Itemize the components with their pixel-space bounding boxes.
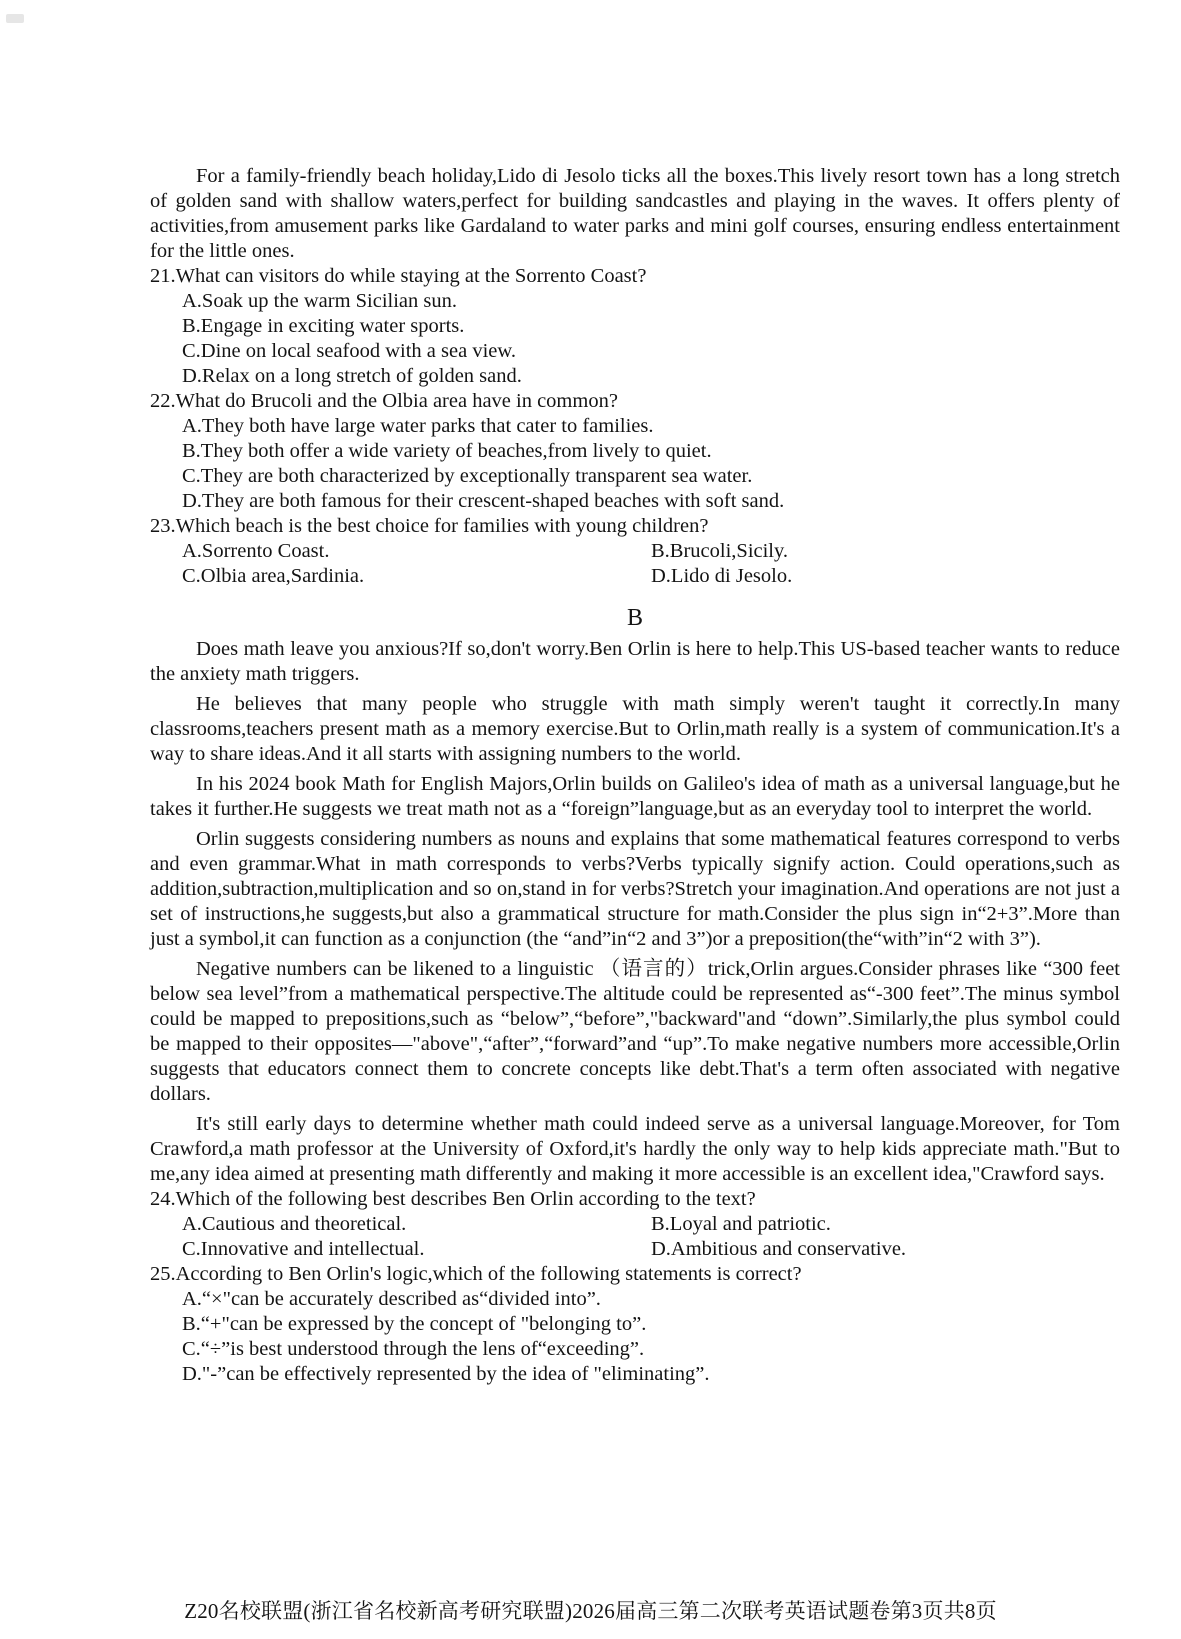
option-b: B.Brucoli,Sicily. [651, 540, 789, 562]
passage-b-paragraph: Negative numbers can be likened to a linguistic （语言的）trick,Orlin argues.Consider phrases like “300 feet below sea level”from a mathematical perspective.The altitude could be represented as“-300 feet”.The minus symbol could be mapped to prepositions,such as “below”,“before”,"backward"and “down”.Similarly,the plus symbol could be mapped to their opposites—"above",“after”,“forward”and “up”.To make negative numbers more accessible,Orlin suggests that educators connect them to concrete concepts like debt.That's a term often associated with negative dollars. [150, 958, 1120, 1105]
passage-a-paragraph: For a family-friendly beach holiday,Lido di Jesolo ticks all the boxes.This lively resort town has a long stretch of golden sand with shallow waters,perfect for building sandcastles and playing in the waves. It offers plenty of activities,from amusement parks like Gardaland to water parks and mini golf courses, ensuring endless entertainment for the little ones. [150, 165, 1120, 262]
option-row [182, 1212, 1120, 1237]
option-b: B.They both offer a wide variety of beaches,from lively to quiet. [182, 440, 712, 462]
option-a: A.Sorrento Coast. [182, 540, 330, 562]
question-stem: 22.What do Brucoli and the Olbia area have in common? [150, 390, 618, 412]
option-d: D.Relax on a long stretch of golden sand. [182, 365, 522, 387]
option-b: B.Engage in exciting water sports. [182, 315, 465, 337]
option-b: B.Loyal and patriotic. [651, 1213, 831, 1235]
passage-b-paragraph: Does math leave you anxious?If so,don't worry.Ben Orlin is here to help.This US-based teacher wants to reduce the anxiety math triggers. [150, 638, 1120, 685]
option-a: A.Cautious and theoretical. [182, 1213, 407, 1235]
passage-b-paragraph: It's still early days to determine whether math could indeed serve as a universal language.Moreover, for Tom Crawford,a math professor at the University of Oxford,it's hardly the only way to help kids appreciate math."But to me,any idea aimed at presenting math differently and making it more accessible is an excellent idea,"Crawford says. [150, 1113, 1120, 1185]
option-d: D."-”can be effectively represented by the idea of "eliminating”. [182, 1363, 710, 1385]
option-d: D.Ambitious and conservative. [651, 1238, 907, 1260]
option-a: A.“×"can be accurately described as“divided into”. [182, 1288, 601, 1310]
option-c: C.“÷”is best understood through the lens of“exceeding”. [182, 1338, 645, 1360]
page-footer: Z20名校联盟(浙江省名校新高考研究联盟)2026届高三第二次联考英语试题卷第3页共8页 [184, 1599, 997, 1623]
question-25 [150, 1262, 1120, 1387]
question-21 [150, 264, 1120, 389]
section-heading-b: B [626, 605, 643, 631]
option-a: A.Soak up the warm Sicilian sun. [182, 290, 458, 312]
question-stem: 21.What can visitors do while staying at the Sorrento Coast? [150, 265, 647, 287]
scan-corner-mark [6, 14, 24, 23]
question-stem: 23.Which beach is the best choice for families with young children? [150, 515, 709, 537]
option-b: B.“+"can be expressed by the concept of "belonging to”. [182, 1313, 647, 1335]
question-stem: 24.Which of the following best describes Ben Orlin according to the text? [150, 1188, 756, 1210]
option-c: C.Innovative and intellectual. [182, 1238, 425, 1260]
option-row [182, 1237, 1120, 1262]
passage-b-paragraph: In his 2024 book Math for English Majors,Orlin builds on Galileo's idea of math as a universal language,but he takes it further.He suggests we treat math not as a “foreign”language,but as an everyday tool to interpret the world. [150, 773, 1120, 820]
option-a: A.They both have large water parks that cater to families. [182, 415, 654, 437]
question-23 [150, 514, 1120, 589]
option-c: C.They are both characterized by exceptionally transparent sea water. [182, 465, 753, 487]
passage-b-paragraph: Orlin suggests considering numbers as nouns and explains that some mathematical features correspond to verbs and even grammar.What in math corresponds to verbs?Verbs typically signify action. Could operations,such as addition,subtraction,multiplication and so on,stand in for verbs?Stretch your imagination.And operations are not just a set of instructions,he suggests,but also a grammatical structure for math.Consider the plus sign in“2+3”.More than just a symbol,it can function as a conjunction (the “and”in“2 and 3”)or a preposition(the“with”in“2 with 3”). [150, 828, 1120, 950]
exam-page-content [150, 164, 1120, 1387]
question-stem: 25.According to Ben Orlin's logic,which of the following statements is correct? [150, 1263, 802, 1285]
question-22 [150, 389, 1120, 514]
option-row [182, 564, 1120, 589]
question-24 [150, 1187, 1120, 1262]
option-c: C.Olbia area,Sardinia. [182, 565, 365, 587]
option-row [182, 539, 1120, 564]
option-d: D.They are both famous for their crescent-shaped beaches with soft sand. [182, 490, 785, 512]
passage-b-paragraph: He believes that many people who struggle with math simply weren't taught it correctly.In many classrooms,teachers present math as a memory exercise.But to Orlin,math really is a system of communication.It's a way to share ideas.And it all starts with assigning numbers to the world. [150, 693, 1120, 765]
option-d: D.Lido di Jesolo. [651, 565, 793, 587]
option-c: C.Dine on local seafood with a sea view. [182, 340, 516, 362]
